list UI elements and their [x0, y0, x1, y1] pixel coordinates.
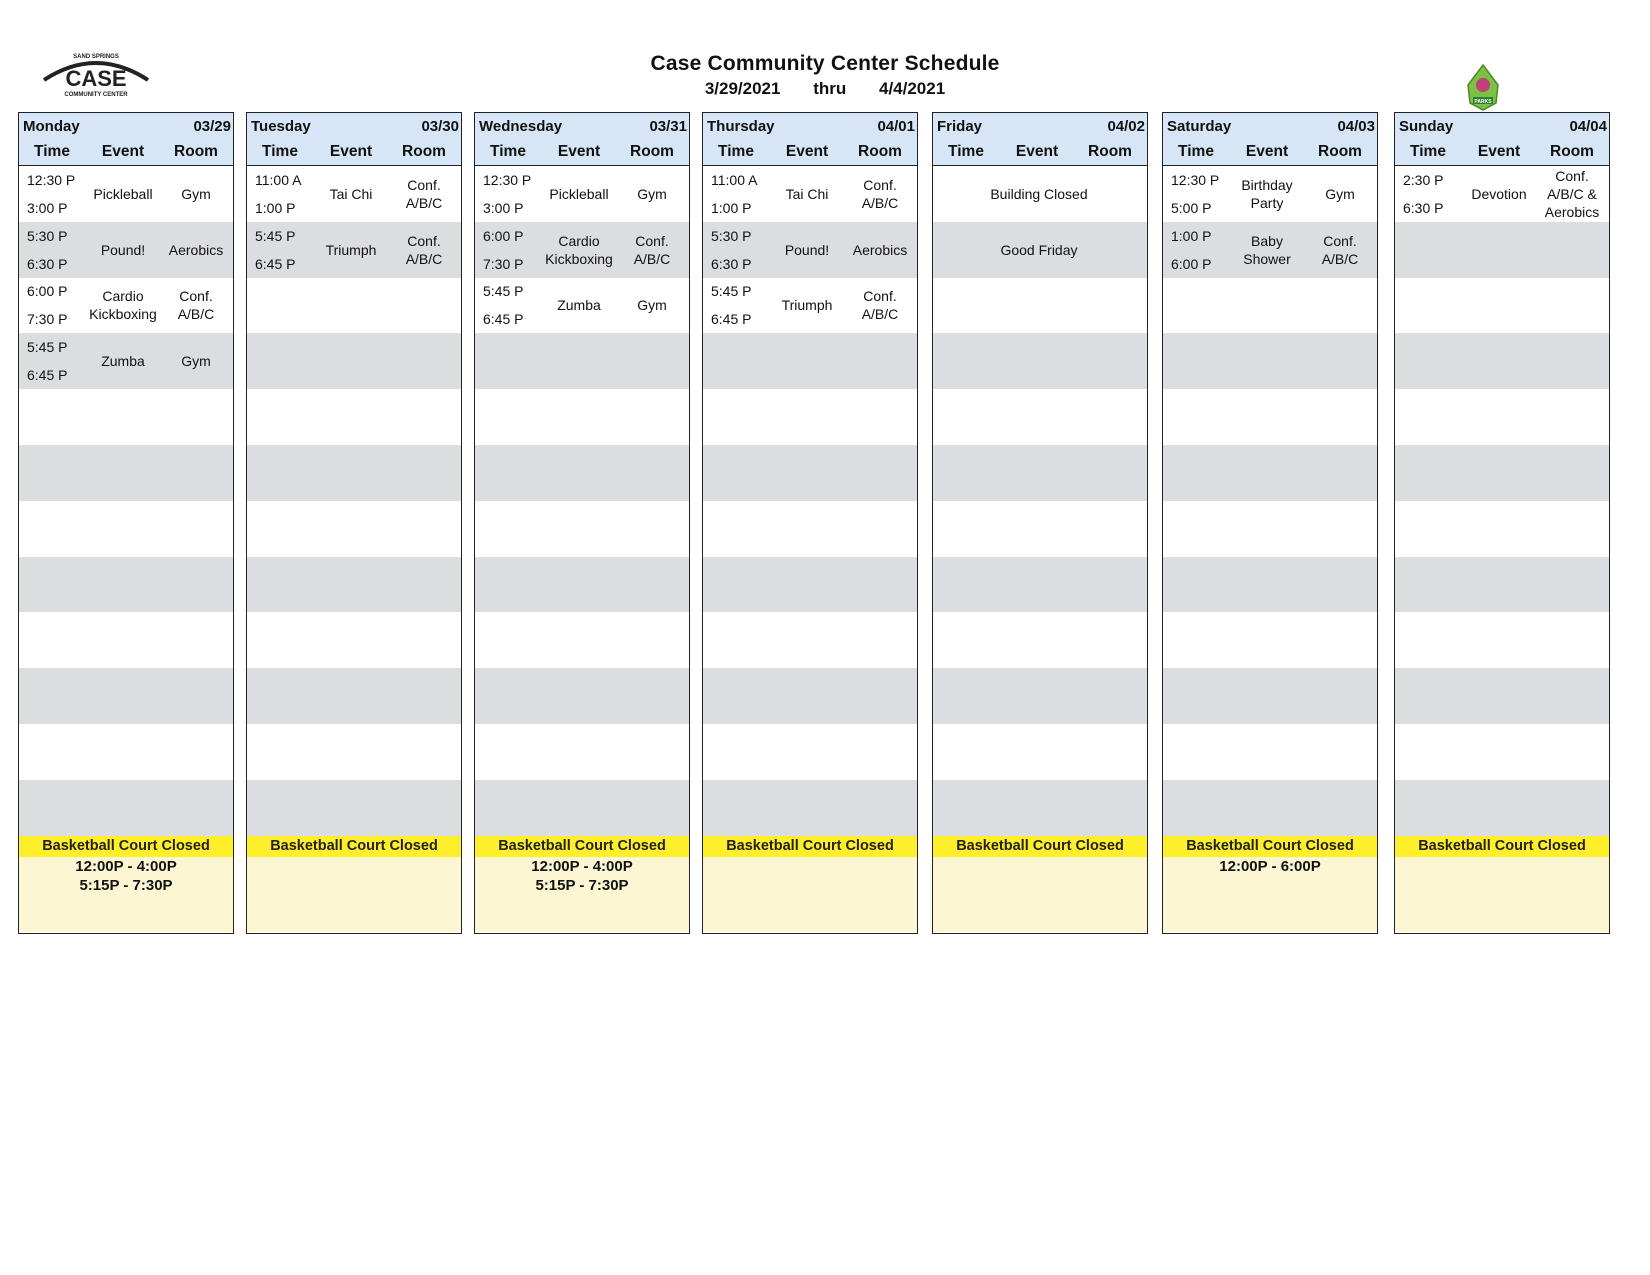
start-date: 3/29/2021: [704, 79, 781, 98]
empty-row: [19, 557, 233, 613]
event-time: [247, 172, 313, 216]
empty-row: [1163, 724, 1377, 780]
room-column-header: Room: [630, 143, 674, 160]
event-room: Conf. A/B/C: [405, 176, 443, 211]
empty-row: [475, 557, 689, 613]
end-time: 1:00 P: [711, 199, 752, 216]
end-time: 6:30 P: [1403, 199, 1444, 216]
basketball-footer: [933, 836, 1147, 932]
day-header: [247, 113, 461, 139]
event-room: Conf. A/B/C: [177, 288, 215, 323]
event-room: Conf. A/B/C: [1321, 232, 1359, 267]
column-headers: [703, 139, 917, 166]
end-time: 6:45 P: [711, 311, 752, 328]
schedule-row: [19, 222, 233, 278]
empty-row: [247, 445, 461, 501]
schedule-header: [0, 52, 1650, 99]
start-time: 2:30 P: [1403, 171, 1444, 188]
empty-row: [933, 780, 1147, 836]
day-name: Thursday: [707, 117, 775, 135]
basketball-footer: [475, 836, 689, 932]
start-time: 5:45 P: [483, 283, 524, 300]
day-date: 04/02: [1107, 117, 1145, 135]
day-date: 04/01: [877, 117, 915, 135]
empty-row: [247, 668, 461, 724]
end-time: 6:45 P: [483, 311, 524, 328]
column-headers: [1395, 139, 1609, 166]
schedule-rows: [703, 166, 917, 836]
empty-row: [1163, 278, 1377, 334]
event-room: Aerobics: [168, 241, 224, 258]
column-headers: [1163, 139, 1377, 166]
schedule-rows: [1395, 166, 1609, 836]
start-time: 6:00 P: [27, 283, 68, 300]
empty-row: [475, 501, 689, 557]
event-time: [703, 283, 769, 327]
event-time: [475, 228, 541, 272]
empty-row: [475, 333, 689, 389]
day-header: [703, 113, 917, 139]
event-time: [247, 228, 313, 272]
empty-row: [1163, 333, 1377, 389]
end-time: 7:30 P: [27, 311, 68, 328]
empty-row: [703, 333, 917, 389]
room-column-header: Room: [1318, 143, 1362, 160]
day-name: Sunday: [1399, 117, 1454, 135]
day-column-monday: [18, 112, 234, 934]
day-name: Tuesday: [251, 117, 311, 135]
empty-row: [933, 445, 1147, 501]
day-note: Building Closed: [990, 185, 1088, 202]
basketball-footer: [247, 836, 461, 932]
empty-row: [19, 445, 233, 501]
event-time: [703, 228, 769, 272]
empty-row: [475, 780, 689, 836]
time-column-header: Time: [1410, 143, 1446, 160]
event-room: Conf. A/B/C: [861, 176, 899, 211]
event-name: Birthday Party: [1241, 176, 1293, 211]
start-time: 5:30 P: [27, 227, 68, 244]
event-room: Conf. A/B/C & Aerobics: [1544, 167, 1600, 220]
empty-row: [1163, 612, 1377, 668]
empty-row: [19, 724, 233, 780]
event-time: [1163, 172, 1229, 216]
column-headers: [19, 139, 233, 166]
empty-row: [933, 668, 1147, 724]
end-time: 6:45 P: [255, 255, 296, 272]
event-room: Gym: [637, 297, 667, 314]
day-column-friday: [932, 112, 1148, 934]
thru-label: thru: [813, 79, 847, 98]
end-time: 7:30 P: [483, 255, 524, 272]
basketball-footer: [19, 836, 233, 932]
event-time: [19, 283, 85, 327]
day-header: [1395, 113, 1609, 139]
event-name: Tai Chi: [329, 185, 373, 202]
day-date: 03/30: [421, 117, 459, 135]
basketball-closed-label: Basketball Court Closed: [475, 836, 689, 857]
column-headers: [475, 139, 689, 166]
day-header: [19, 113, 233, 139]
empty-row: [1395, 445, 1609, 501]
event-room: Aerobics: [852, 241, 908, 258]
empty-row: [1395, 668, 1609, 724]
day-column-thursday: [702, 112, 918, 934]
event-room: Gym: [181, 185, 211, 202]
event-name: Zumba: [101, 353, 145, 370]
logo-main-text: CASE: [65, 66, 127, 91]
empty-row: [1395, 389, 1609, 445]
empty-row: [247, 501, 461, 557]
empty-row: [703, 668, 917, 724]
event-name: Pound!: [784, 241, 830, 258]
day-name: Friday: [937, 117, 983, 135]
empty-row: [703, 445, 917, 501]
time-column-header: Time: [1178, 143, 1214, 160]
empty-row: [1163, 780, 1377, 836]
schedule-row: [1395, 166, 1609, 222]
room-column-header: Room: [1550, 143, 1594, 160]
event-name: Zumba: [557, 297, 601, 314]
event-room: Gym: [181, 353, 211, 370]
time-column-header: Time: [718, 143, 754, 160]
end-time: 6:30 P: [711, 255, 752, 272]
time-column-header: Time: [34, 143, 70, 160]
end-time: 3:00 P: [483, 199, 524, 216]
end-time: 5:00 P: [1171, 199, 1212, 216]
empty-row: [475, 612, 689, 668]
basketball-footer: [1163, 836, 1377, 932]
empty-row: [1395, 333, 1609, 389]
day-date: 04/04: [1569, 117, 1607, 135]
basketball-footer: [703, 836, 917, 932]
schedule-rows: [247, 166, 461, 836]
room-column-header: Room: [858, 143, 902, 160]
empty-row: [19, 389, 233, 445]
room-column-header: Room: [1088, 143, 1132, 160]
schedule-row: [19, 333, 233, 389]
day-note: Good Friday: [1000, 241, 1078, 258]
start-time: 1:00 P: [1171, 227, 1212, 244]
start-time: 11:00 A: [255, 171, 302, 188]
empty-row: [1395, 780, 1609, 836]
day-header: [1163, 113, 1377, 139]
empty-row: [247, 557, 461, 613]
date-range: [0, 79, 1650, 99]
basketball-closed-label: Basketball Court Closed: [19, 836, 233, 857]
schedule-row: [475, 278, 689, 334]
event-room: Conf. A/B/C: [633, 232, 671, 267]
schedule-row: [1163, 166, 1377, 222]
empty-row: [247, 612, 461, 668]
event-room: Conf. A/B/C: [861, 288, 899, 323]
column-headers: [933, 139, 1147, 166]
basketball-closed-label: Basketball Court Closed: [1395, 836, 1609, 857]
empty-row: [1163, 389, 1377, 445]
empty-row: [247, 333, 461, 389]
empty-row: [247, 389, 461, 445]
day-header: [933, 113, 1147, 139]
end-time: 6:00 P: [1171, 255, 1212, 272]
start-time: 5:45 P: [711, 283, 752, 300]
empty-row: [1163, 668, 1377, 724]
empty-row: [703, 389, 917, 445]
empty-row: [475, 389, 689, 445]
event-name: Pound!: [100, 241, 146, 258]
event-time: [19, 228, 85, 272]
schedule-rows: [1163, 166, 1377, 836]
end-time: 6:45 P: [27, 367, 68, 384]
event-room: Conf. A/B/C: [405, 232, 443, 267]
empty-row: [19, 668, 233, 724]
event-column-header: Event: [1477, 143, 1521, 160]
empty-row: [475, 668, 689, 724]
empty-row: [475, 724, 689, 780]
closed-time-range: 5:15P - 7:30P: [535, 877, 629, 894]
event-column-header: Event: [101, 143, 145, 160]
day-date: 03/29: [193, 117, 231, 135]
event-column-header: Event: [1015, 143, 1059, 160]
column-headers: [247, 139, 461, 166]
event-column-header: Event: [557, 143, 601, 160]
room-column-header: Room: [402, 143, 446, 160]
day-column-sunday: [1394, 112, 1610, 934]
schedule-row: [933, 222, 1147, 278]
day-column-wednesday: [474, 112, 690, 934]
closed-time-range: 12:00P - 4:00P: [531, 858, 633, 875]
end-time: 6:30 P: [27, 255, 68, 272]
event-name: Cardio Kickboxing: [545, 232, 613, 267]
basketball-closed-label: Basketball Court Closed: [933, 836, 1147, 857]
empty-row: [933, 389, 1147, 445]
basketball-closed-label: Basketball Court Closed: [1163, 836, 1377, 857]
start-time: 11:00 A: [711, 171, 758, 188]
end-time: 3:00 P: [27, 199, 68, 216]
empty-row: [247, 278, 461, 334]
closed-time-range: 12:00P - 6:00P: [1219, 858, 1321, 875]
day-header: [475, 113, 689, 139]
event-room: Gym: [1325, 185, 1355, 202]
logo-top-text: SAND SPRINGS: [73, 54, 119, 60]
day-name: Wednesday: [479, 117, 563, 135]
empty-row: [1163, 557, 1377, 613]
schedule-row: [19, 166, 233, 222]
basketball-closed-label: Basketball Court Closed: [247, 836, 461, 857]
event-name: Cardio Kickboxing: [89, 288, 157, 323]
start-time: 5:45 P: [27, 339, 68, 356]
schedule-row: [703, 222, 917, 278]
event-room: Gym: [637, 185, 667, 202]
time-column-header: Time: [490, 143, 526, 160]
start-time: 12:30 P: [27, 171, 76, 188]
schedule-row: [247, 166, 461, 222]
empty-row: [933, 501, 1147, 557]
empty-row: [703, 557, 917, 613]
empty-row: [1395, 612, 1609, 668]
event-column-header: Event: [329, 143, 373, 160]
room-column-header: Room: [174, 143, 218, 160]
empty-row: [1395, 501, 1609, 557]
time-column-header: Time: [948, 143, 984, 160]
start-time: 6:00 P: [483, 227, 524, 244]
schedule-rows: [19, 166, 233, 836]
event-name: Devotion: [1471, 185, 1527, 202]
schedule-row: [475, 222, 689, 278]
day-column-tuesday: [246, 112, 462, 934]
day-date: 04/03: [1337, 117, 1375, 135]
schedule-rows: [933, 166, 1147, 836]
day-column-saturday: [1162, 112, 1378, 934]
empty-row: [1395, 222, 1609, 278]
schedule-row: [933, 166, 1147, 222]
event-name: Baby Shower: [1243, 232, 1291, 267]
empty-row: [933, 333, 1147, 389]
event-name: Pickleball: [549, 185, 609, 202]
empty-row: [1395, 557, 1609, 613]
event-time: [1163, 228, 1229, 272]
empty-row: [703, 724, 917, 780]
empty-row: [933, 612, 1147, 668]
event-name: Triumph: [781, 297, 833, 314]
schedule-row: [1163, 222, 1377, 278]
event-name: Pickleball: [93, 185, 153, 202]
event-time: [19, 339, 85, 383]
schedule-row: [703, 278, 917, 334]
empty-row: [703, 501, 917, 557]
day-name: Saturday: [1167, 117, 1232, 135]
event-name: Tai Chi: [785, 185, 829, 202]
empty-row: [475, 445, 689, 501]
parks-logo-text: PARKS: [1474, 99, 1492, 105]
event-time: [1395, 172, 1461, 216]
empty-row: [19, 780, 233, 836]
start-time: 12:30 P: [1171, 171, 1220, 188]
schedule-rows: [475, 166, 689, 836]
page-title: Case Community Center Schedule: [650, 52, 1000, 75]
empty-row: [933, 278, 1147, 334]
schedule-row: [475, 166, 689, 222]
logo-sub-text: COMMUNITY CENTER: [64, 92, 128, 98]
empty-row: [247, 724, 461, 780]
start-time: 5:30 P: [711, 227, 752, 244]
empty-row: [1395, 278, 1609, 334]
closed-time-range: 12:00P - 4:00P: [75, 858, 177, 875]
schedule-row: [247, 222, 461, 278]
schedule-row: [703, 166, 917, 222]
empty-row: [1163, 445, 1377, 501]
empty-row: [1395, 724, 1609, 780]
empty-row: [1163, 501, 1377, 557]
start-time: 5:45 P: [255, 227, 296, 244]
empty-row: [933, 724, 1147, 780]
start-time: 12:30 P: [483, 171, 532, 188]
event-time: [475, 283, 541, 327]
event-column-header: Event: [1245, 143, 1289, 160]
empty-row: [19, 612, 233, 668]
end-date: 4/4/2021: [878, 79, 946, 98]
empty-row: [703, 780, 917, 836]
event-time: [703, 172, 769, 216]
day-date: 03/31: [649, 117, 687, 135]
schedule-row: [19, 278, 233, 334]
day-name: Monday: [23, 117, 80, 135]
closed-time-range: 5:15P - 7:30P: [79, 877, 173, 894]
empty-row: [19, 501, 233, 557]
event-time: [475, 172, 541, 216]
empty-row: [703, 612, 917, 668]
event-time: [19, 172, 85, 216]
basketball-footer: [1395, 836, 1609, 932]
event-column-header: Event: [785, 143, 829, 160]
empty-row: [247, 780, 461, 836]
event-name: Triumph: [325, 241, 377, 258]
end-time: 1:00 P: [255, 199, 296, 216]
time-column-header: Time: [262, 143, 298, 160]
basketball-closed-label: Basketball Court Closed: [703, 836, 917, 857]
empty-row: [933, 557, 1147, 613]
